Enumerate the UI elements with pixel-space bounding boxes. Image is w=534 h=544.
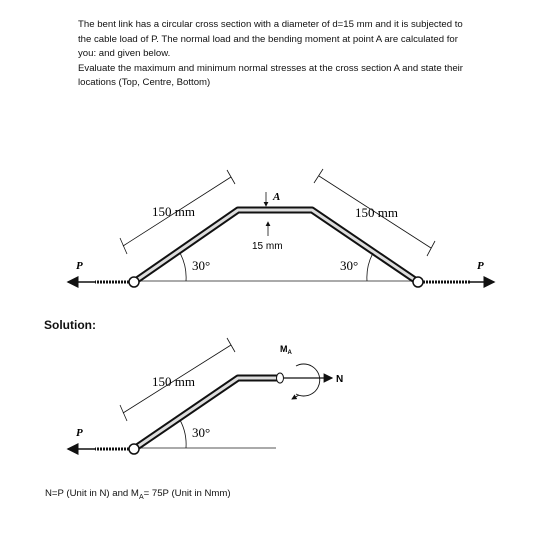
- answer-line: N=P (Unit in N) and $M_A= 75P$ (Unit in Nmm): [45, 488, 231, 501]
- left-pin: [129, 277, 139, 287]
- problem-line-5: locations (Top, Centre, Bottom): [78, 77, 211, 88]
- problem-line-1: The bent link has a circular cross section with a diameter of d=15 mm and it is subjected to: [78, 19, 463, 30]
- angle-arc-2: [180, 420, 186, 448]
- right-pin: [413, 277, 423, 287]
- height-label: 15 mm: [252, 241, 283, 252]
- angle-label-left: 30°: [192, 258, 211, 273]
- dim-label-2: 150 mm: [152, 374, 195, 389]
- problem-line-4: Evaluate the maximum and minimum normal stresses at the cross section A and state their: [78, 62, 463, 74]
- moment-label: $M_A$: [280, 344, 292, 356]
- load-label-2: P: [76, 427, 83, 439]
- dim-label-left: 150 mm: [152, 204, 195, 219]
- problem-line-2: the cable load of P. The normal load and the bending moment at point A are calculated for: [78, 33, 458, 45]
- moment-arc: [296, 364, 320, 396]
- solution-heading: Solution:: [44, 318, 96, 332]
- figure-2: [68, 338, 343, 454]
- dim-label-right: 150 mm: [355, 205, 398, 220]
- angle-arc-right: [367, 253, 373, 281]
- normal-force-label: N: [336, 374, 344, 385]
- angle-arc-left: [180, 253, 186, 281]
- angle-label-right: 30°: [340, 258, 359, 273]
- load-label-right: P: [477, 260, 484, 272]
- left-pin-2: [129, 444, 139, 454]
- figure-1: [68, 169, 494, 287]
- angle-label-2: 30°: [192, 425, 211, 440]
- point-a-label: A: [273, 191, 281, 203]
- section-cut: [277, 373, 284, 383]
- load-label-left: P: [76, 260, 83, 272]
- problem-line-3: you: and given below.: [78, 48, 171, 59]
